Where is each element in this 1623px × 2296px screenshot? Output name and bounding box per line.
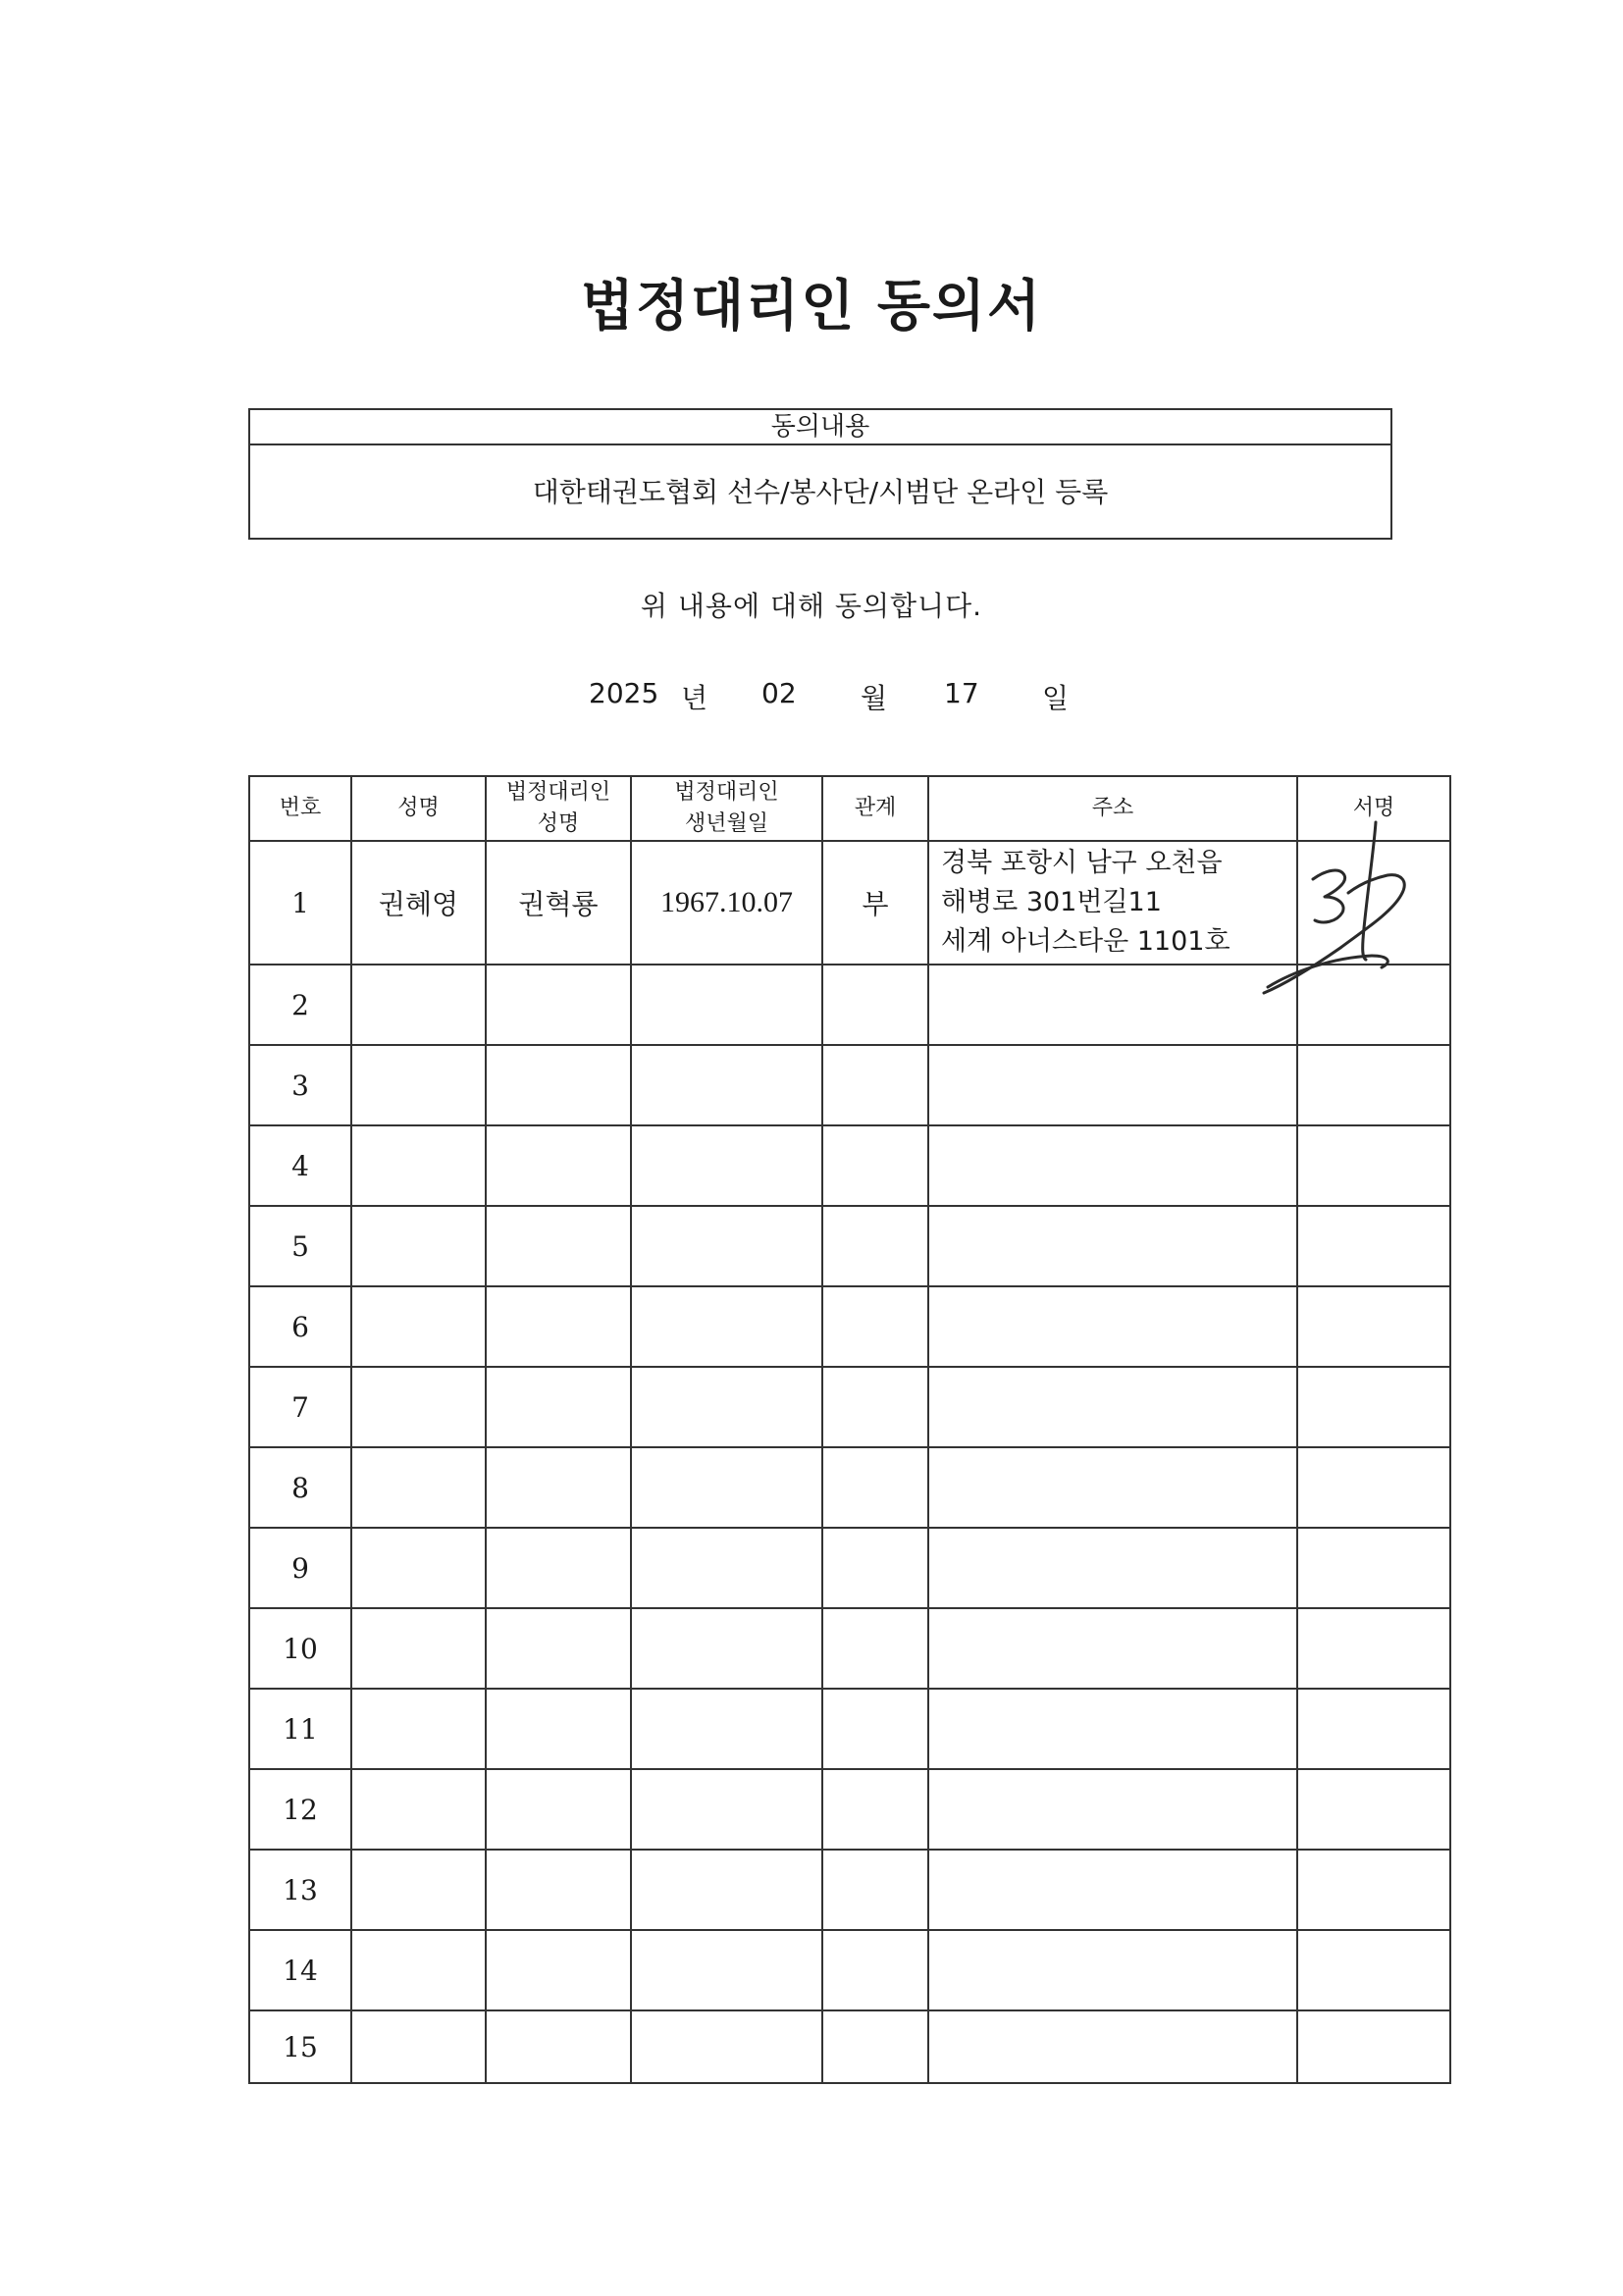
table-row — [249, 1206, 1450, 1286]
consent-box — [248, 408, 1392, 540]
row-name — [351, 1125, 486, 1206]
row-signature — [1297, 1608, 1450, 1689]
row-signature — [1297, 1930, 1450, 2010]
row-number: 6 — [249, 1286, 351, 1367]
date-month-unit: 월 — [861, 682, 888, 714]
table-row — [249, 841, 1450, 965]
row-name — [351, 1769, 486, 1850]
row-relation — [822, 1769, 928, 1850]
row-number: 11 — [249, 1689, 351, 1769]
row-name — [351, 1528, 486, 1608]
row-guardian-dob — [631, 1608, 822, 1689]
header-guardian-dob: 법정대리인 생년월일 — [631, 776, 822, 841]
row-guardian-dob — [631, 1769, 822, 1850]
row-guardian-dob — [631, 1528, 822, 1608]
row-name: 권혜영 — [351, 841, 486, 965]
table-row — [249, 1447, 1450, 1528]
row-name — [351, 1367, 486, 1447]
date-year-unit: 년 — [681, 682, 708, 714]
table-row — [249, 965, 1450, 1045]
row-relation: 부 — [822, 841, 928, 965]
row-relation — [822, 1608, 928, 1689]
header-relation: 관계 — [822, 776, 928, 841]
row-guardian-name — [486, 1608, 631, 1689]
table-row — [249, 1930, 1450, 2010]
row-address — [928, 841, 1297, 965]
row-address — [928, 1045, 1297, 1125]
row-address — [928, 1528, 1297, 1608]
date-year: 2025 — [589, 677, 659, 709]
row-number: 13 — [249, 1850, 351, 1930]
row-guardian-name — [486, 1447, 631, 1528]
row-relation — [822, 1286, 928, 1367]
row-guardian-name — [486, 1930, 631, 2010]
row-name — [351, 1608, 486, 1689]
row-number: 12 — [249, 1769, 351, 1850]
row-number: 2 — [249, 965, 351, 1045]
row-guardian-name — [486, 1206, 631, 1286]
row-guardian-name — [486, 1286, 631, 1367]
row-address — [928, 1930, 1297, 2010]
row-number: 4 — [249, 1125, 351, 1206]
row-relation — [822, 1125, 928, 1206]
row-relation — [822, 1528, 928, 1608]
row-guardian-dob — [631, 1689, 822, 1769]
row-relation — [822, 1930, 928, 2010]
date-month: 02 — [761, 677, 797, 709]
row-number: 9 — [249, 1528, 351, 1608]
row-signature — [1297, 1850, 1450, 1930]
header-signature: 서명 — [1297, 776, 1450, 841]
table-row — [249, 1528, 1450, 1608]
row-address — [928, 1206, 1297, 1286]
row-address — [928, 965, 1297, 1045]
table-header-row — [249, 776, 1450, 841]
row-signature — [1297, 841, 1450, 965]
row-signature — [1297, 1206, 1450, 1286]
row-address — [928, 2010, 1297, 2083]
date-day: 17 — [944, 677, 979, 709]
row-address — [928, 1689, 1297, 1769]
header-address: 주소 — [928, 776, 1297, 841]
document-title: 법정대리인 동의서 — [580, 275, 1043, 339]
row-guardian-dob — [631, 1930, 822, 2010]
row-address — [928, 1447, 1297, 1528]
row-relation — [822, 1367, 928, 1447]
header-number: 번호 — [249, 776, 351, 841]
row-signature — [1297, 1286, 1450, 1367]
agreement-text: 위 내용에 대해 동의합니다. — [640, 590, 983, 622]
row-signature — [1297, 1125, 1450, 1206]
table-row — [249, 1850, 1450, 1930]
row-name — [351, 1447, 486, 1528]
row-guardian-name — [486, 2010, 631, 2083]
row-guardian-dob — [631, 1367, 822, 1447]
consent-header: 동의내용 — [250, 410, 1390, 445]
row-guardian-dob — [631, 1206, 822, 1286]
row-relation — [822, 1447, 928, 1528]
row-relation — [822, 1045, 928, 1125]
row-guardian-name — [486, 1528, 631, 1608]
row-name — [351, 2010, 486, 2083]
row-guardian-dob — [631, 2010, 822, 2083]
date-day-unit: 일 — [1042, 682, 1070, 714]
row-relation — [822, 1850, 928, 1930]
table-row — [249, 1286, 1450, 1367]
row-guardian-name — [486, 1367, 631, 1447]
row-guardian-name — [486, 1850, 631, 1930]
header-name: 성명 — [351, 776, 486, 841]
row-address — [928, 1608, 1297, 1689]
row-name — [351, 965, 486, 1045]
row-name — [351, 1850, 486, 1930]
row-number: 1 — [249, 841, 351, 965]
row-signature — [1297, 1769, 1450, 1850]
row-guardian-name — [486, 965, 631, 1045]
table-row — [249, 1367, 1450, 1447]
row-address — [928, 1367, 1297, 1447]
row-number: 7 — [249, 1367, 351, 1447]
row-address — [928, 1286, 1297, 1367]
row-number: 10 — [249, 1608, 351, 1689]
row-number: 8 — [249, 1447, 351, 1528]
row-signature — [1297, 1045, 1450, 1125]
table-row — [249, 1125, 1450, 1206]
row-signature — [1297, 2010, 1450, 2083]
row-relation — [822, 1689, 928, 1769]
table-row — [249, 2010, 1450, 2083]
row-number: 3 — [249, 1045, 351, 1125]
row-signature — [1297, 1447, 1450, 1528]
row-address — [928, 1850, 1297, 1930]
row-name — [351, 1206, 486, 1286]
row-guardian-dob — [631, 965, 822, 1045]
row-signature — [1297, 1367, 1450, 1447]
row-guardian-dob: 1967.10.07 — [631, 841, 822, 965]
table-row — [249, 1608, 1450, 1689]
row-relation — [822, 965, 928, 1045]
consent-content: 대한태권도협회 선수/봉사단/시범단 온라인 등록 — [532, 476, 1109, 508]
row-name — [351, 1930, 486, 2010]
row-guardian-name — [486, 1769, 631, 1850]
row-guardian-dob — [631, 1125, 822, 1206]
row-address — [928, 1769, 1297, 1850]
row-guardian-dob — [631, 1850, 822, 1930]
row-guardian-dob — [631, 1447, 822, 1528]
row-signature — [1297, 1689, 1450, 1769]
row-guardian-dob — [631, 1045, 822, 1125]
row-guardian-dob — [631, 1286, 822, 1367]
date-line — [0, 677, 1623, 716]
row-guardian-name — [486, 1045, 631, 1125]
table-row — [249, 1045, 1450, 1125]
row-signature — [1297, 1528, 1450, 1608]
header-guardian-name: 법정대리인 성명 — [486, 776, 631, 841]
row-number: 14 — [249, 1930, 351, 2010]
row-name — [351, 1689, 486, 1769]
row-address — [928, 1125, 1297, 1206]
address-line: 경북 포항시 남구 오천읍 — [941, 848, 1223, 878]
row-relation — [822, 1206, 928, 1286]
row-signature — [1297, 965, 1450, 1045]
table-row — [249, 1689, 1450, 1769]
row-number: 5 — [249, 1206, 351, 1286]
address-line: 해병로 301번길11 — [941, 887, 1162, 917]
row-name — [351, 1286, 486, 1367]
address-line: 세계 아너스타운 1101호 — [941, 926, 1230, 957]
row-number: 15 — [249, 2010, 351, 2083]
table-row — [249, 1769, 1450, 1850]
row-guardian-name — [486, 1689, 631, 1769]
row-name — [351, 1045, 486, 1125]
row-guardian-name: 권혁룡 — [486, 841, 631, 965]
row-relation — [822, 2010, 928, 2083]
guardian-table — [248, 775, 1451, 2084]
row-guardian-name — [486, 1125, 631, 1206]
